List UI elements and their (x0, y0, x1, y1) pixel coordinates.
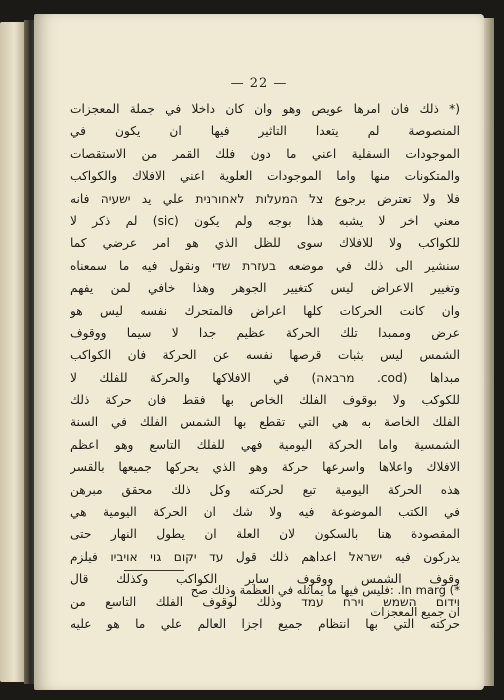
text-line: معني اخر لا يشبه هذا بوجه ولم يكون (sic) لم ذكر لا (70, 213, 460, 228)
text-line: المقصودة هنا بالسكون لان العلة ان يطول النهار حتى (70, 527, 460, 542)
text-line: سنشير الى ذلك في موضعه בעזרת שדי ونقول فيه ما سمعناه (70, 258, 460, 273)
text-line: عرض وممبدا تلك الحركة عظيم جدا لا سيما ووقوف (70, 325, 460, 340)
text-line: وتغيير الاعراض ليس كتغيير الجوهر وهذا خافي لمن يفهم (70, 281, 460, 296)
footnote (120, 580, 460, 625)
text-line: וידום השמש וירח עמד وذلك لوقوف الفلك التاسع من (70, 594, 460, 609)
page-number: — 22 — (230, 76, 288, 91)
text-line: للكوكب ولا بوقوف الفلك الخاص بها فقط فان حركة ذلك (70, 393, 460, 408)
text-line: حركته التي بها انتظام جميع اجزا العالم علي ما هو عليه (70, 616, 460, 631)
text-line: الشمسية واما الحركة اليومية فهي للفلك التاسع وهو اعظم (70, 437, 460, 452)
facing-page-edge (0, 22, 24, 682)
footnote-rule (124, 570, 184, 571)
text-line: (* ذلك فان امرها عويص وهو وان كان داخلا في جملة المعجزات (70, 102, 460, 116)
text-line: الافلاك واعلاها واسرعها حركة وهو الذي يحركها جميعها بالقسر (70, 460, 460, 475)
text-line: للكواكب ولا للافلاك سوى للظل الذي هو امر عرضي كما (70, 236, 460, 251)
book-page (34, 14, 484, 690)
text-line: في الكتب الموضوعة فيه ولا شك ان الحركة اليومية هي (70, 505, 460, 520)
text-line: وقوف الشمس ووقوف ساير الكواكب وكذلك قال (70, 572, 460, 587)
text-line: الفلك الخاصة به هي التي تقطع بها الشمس الفلك في السنة (70, 415, 460, 430)
text-line: مبداها (cod. מרבאה) في الافلاكها والحركة للفلك لا (70, 370, 460, 385)
footnote-line: *) In marg. :فليس فيها ما يماثله في العظمة وذلك صح (190, 583, 460, 597)
text-line: هذه الحركة اليومية تبع لحركته وكل ذلك محقق مبرهن (70, 482, 460, 497)
text-line: يدركون فيه ישראל اعداهم ذلك قول עד יקום גוי אויביו فيلزم (70, 549, 460, 564)
text-line: والمتكونات منها واما الموجودات العلوية اعني الافلاك والكواكب (70, 169, 460, 184)
text-line: المنصوصة لم يتعدا التاثير فيها ان يكون في (70, 124, 460, 139)
body-text (70, 98, 460, 635)
text-line: فلا ولا تعترض برجوع צל המעלות לאחורנית علي يد ישעיה فانه (70, 191, 460, 206)
text-line: وان كانت الحركات كلها اعراض فالمتحرك نفسه ليس هو (70, 303, 460, 318)
text-line: الموجودات السفلية اعني ما دون فلك القمر من الاستقصات (70, 146, 460, 161)
footnote-line: ان جميع المعجزات (370, 605, 460, 620)
text-line: الشمس ليس بثبات قرصها نفسه عن الحركة فان الكواكب (70, 348, 460, 363)
page-stack-edge (484, 18, 494, 686)
